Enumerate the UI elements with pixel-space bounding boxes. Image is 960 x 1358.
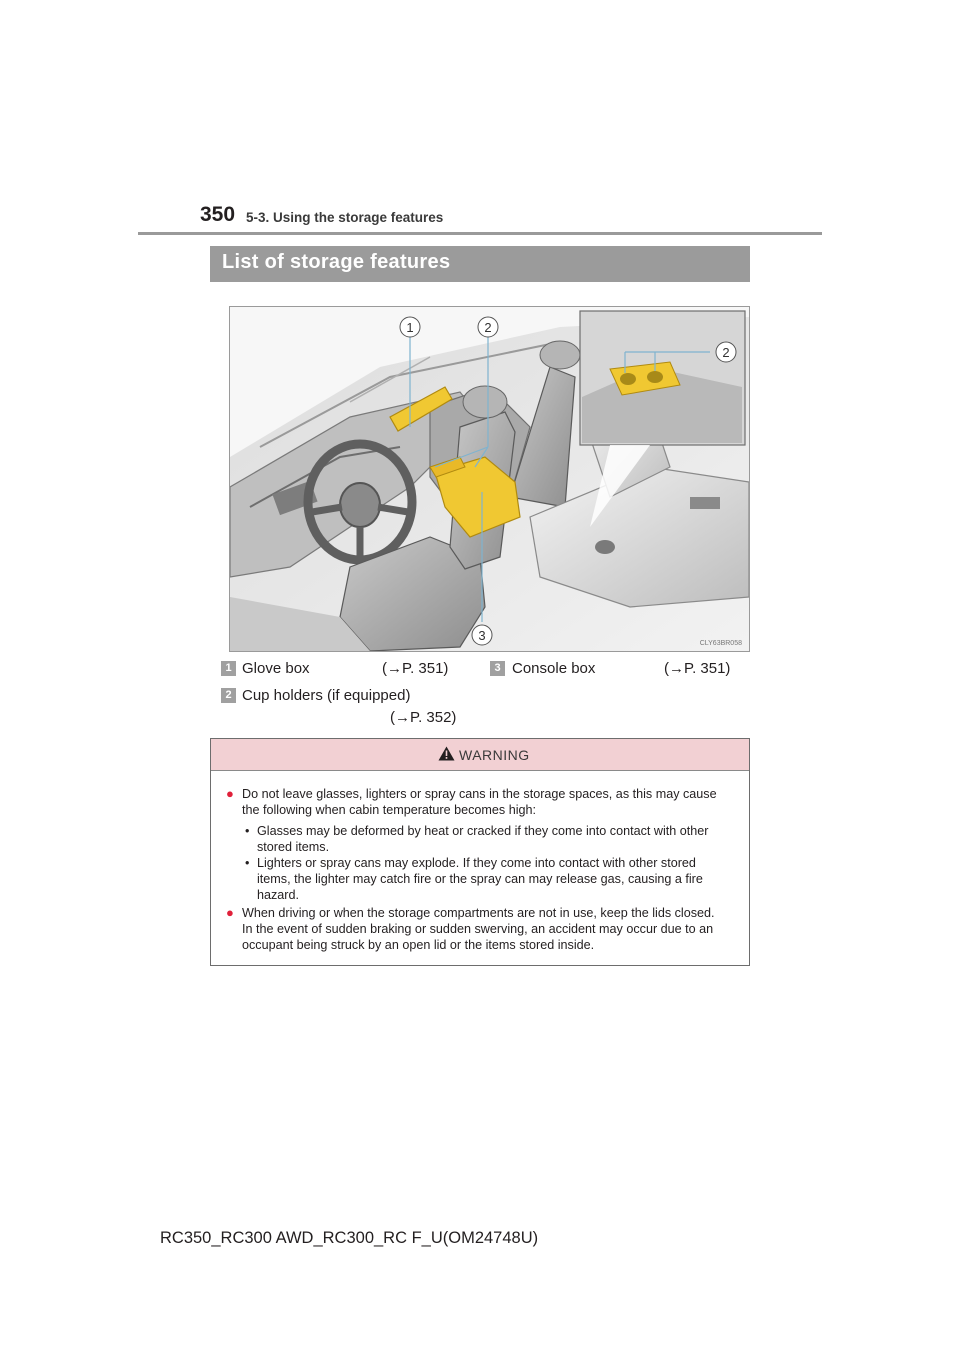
warning-triangle-icon xyxy=(438,746,455,761)
item-ref-cup-holders: (→P. 352) xyxy=(390,709,457,726)
item-label-cup-holders: Cup holders (if equipped) xyxy=(242,687,411,704)
warning-sub-2-line-2: items, the lighter may catch fire or the spray can may release gas, causing a fire xyxy=(257,872,703,886)
steering-hub xyxy=(340,483,380,527)
warning-bullet-2-icon: ● xyxy=(226,905,234,920)
item-ref-glove-box: (→P. 351) xyxy=(382,660,449,677)
header-rule xyxy=(138,232,822,235)
page-number: 350 xyxy=(200,203,236,226)
item-marker-1: 1 xyxy=(221,661,236,676)
image-code: CLY63BR058 xyxy=(699,640,742,647)
passenger-headrest xyxy=(540,341,580,369)
item-marker-3: 3 xyxy=(490,661,505,676)
inset-cupholder-left xyxy=(620,373,636,385)
callout-2-label: 2 xyxy=(484,320,492,335)
driver-headrest xyxy=(463,386,507,418)
inset-cupholder-right xyxy=(647,371,663,383)
item-ref-console-box: (→P. 351) xyxy=(664,660,731,677)
warning-sub-1-line-1: Glasses may be deformed by heat or cracked if they come into contact with other xyxy=(257,824,709,838)
cabin-illustration xyxy=(229,306,750,652)
warning-box xyxy=(210,738,750,966)
warning-bullet-2-line-2: In the event of sudden braking or sudden swerving, an accident may occur due to an xyxy=(242,922,714,936)
callout-3-label: 3 xyxy=(478,628,486,643)
cabin-drawing xyxy=(230,307,749,651)
warning-bullet-2-line-3: occupant being struck by an open lid or the items stored inside. xyxy=(242,938,595,952)
warning-title: WARNING xyxy=(459,747,530,763)
callout-1 xyxy=(400,317,420,337)
callout-2-inset xyxy=(716,342,736,362)
callout-2 xyxy=(478,317,498,337)
callout-3 xyxy=(472,625,492,645)
warning-bullet-2-line-1: When driving or when the storage compartments are not in use, keep the lids closed. xyxy=(242,906,715,920)
item-label-glove-box: Glove box xyxy=(242,660,310,677)
rear-door-handle xyxy=(690,497,720,509)
item-marker-2: 2 xyxy=(221,688,236,703)
warning-sub-2-line-1: Lighters or spray cans may explode. If they come into contact with other stored xyxy=(257,856,696,870)
warning-header xyxy=(211,739,749,771)
warning-sub-2-dot: • xyxy=(245,856,250,870)
callout-2-inset-label: 2 xyxy=(722,345,730,360)
warning-sub-1-line-2: stored items. xyxy=(257,840,330,854)
warning-bullet-1-line-1: Do not leave glasses, lighters or spray cans in the storage spaces, as this may cause xyxy=(242,787,717,801)
item-label-console-box: Console box xyxy=(512,660,596,677)
warning-sub-1-dot: • xyxy=(245,824,250,838)
rear-cupholder xyxy=(595,540,615,554)
callout-1-label: 1 xyxy=(406,320,414,335)
banner-title: List of storage features xyxy=(222,251,451,273)
warning-bullet-1-line-2: the following when cabin temperature becomes high: xyxy=(242,803,537,817)
section-banner xyxy=(210,246,750,282)
warning-bullet-1-icon: ● xyxy=(226,786,234,801)
section-title: 5-3. Using the storage features xyxy=(246,210,444,225)
warning-sub-2-line-3: hazard. xyxy=(257,888,300,902)
footer-model-code: RC350_RC300 AWD_RC300_RC F_U(OM24748U) xyxy=(160,1229,539,1247)
